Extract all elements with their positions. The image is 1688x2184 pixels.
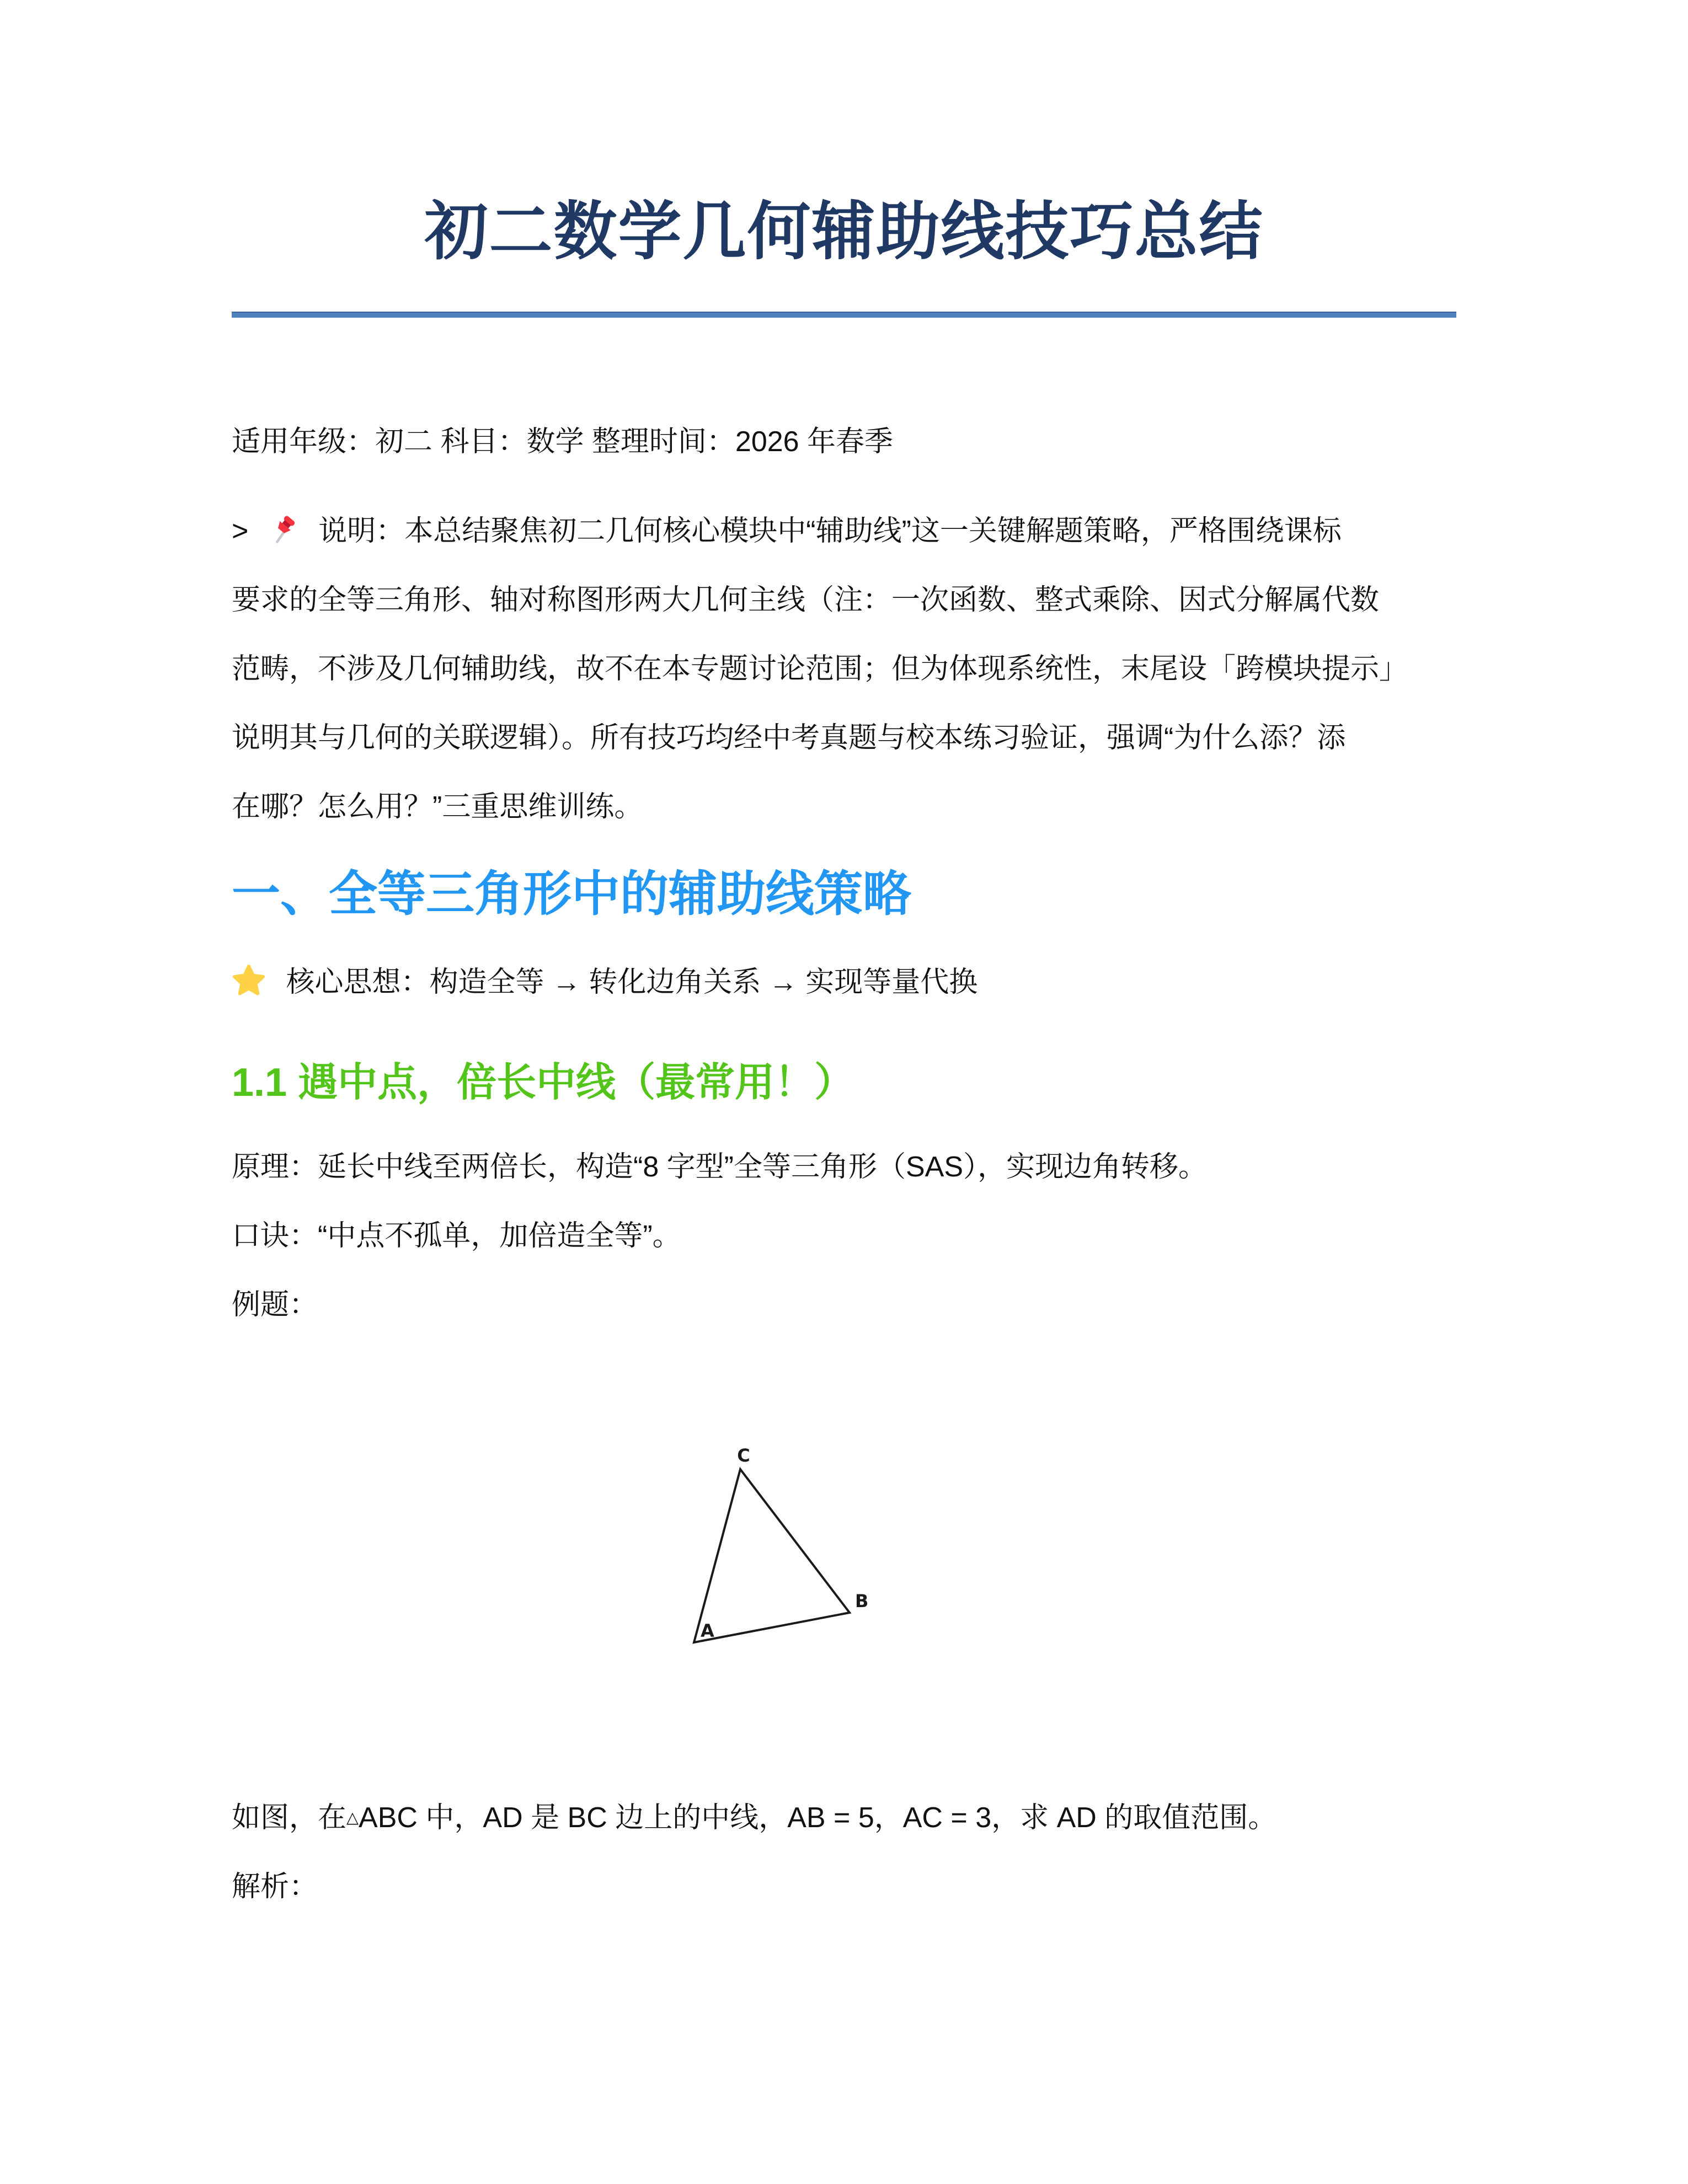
star-icon: [232, 963, 266, 998]
figure-label-a: A: [701, 1620, 714, 1641]
note-line: 要求的全等三角形、轴对称图形两大几何主线（注：一次函数、整式乘除、因式分解属代数: [232, 584, 1380, 616]
triangle-symbol: △: [346, 1809, 359, 1827]
note-line: [232, 497, 1456, 566]
note-blockquote: [232, 497, 1456, 842]
principle-paragraph: 原理：延长中线至两倍长，构造“8 字型”全等三角形（SAS），实现边角转移。: [232, 1151, 1208, 1183]
problem-text-post: ABC 中，AD 是 BC 边上的中线，AB = 5，AC = 3，求 AD 的取值范围。: [359, 1802, 1277, 1834]
note-text: 说明：本总结聚焦初二几何核心模块中“辅助线”这一关键解题策略，严格围绕课标: [318, 515, 1342, 547]
problem-text-pre: 如图，在: [232, 1802, 347, 1834]
figure-label-b: B: [855, 1591, 869, 1612]
mnemonic-paragraph: 口诀：“中点不孤单，加倍造全等”。: [232, 1220, 681, 1252]
figure-label-c: C: [737, 1445, 750, 1466]
core-idea-line: [232, 963, 1456, 1002]
problem-statement: [232, 1801, 1456, 1834]
core-idea-text: 核心思想：构造全等 → 转化边角关系 → 实现等量代换: [286, 966, 978, 998]
note-line: 范畴，不涉及几何辅助线，故不在本专题讨论范围；但为体现系统性，末尾设「跨模块提示」: [232, 653, 1408, 685]
blockquote-marker: >: [232, 515, 249, 547]
note-line: 在哪？怎么用？”三重思维训练。: [232, 791, 643, 823]
meta-line: 适用年级：初二 科目：数学 整理时间：2026 年春季: [232, 426, 894, 458]
triangle-figure: [679, 1437, 888, 1669]
subsection-1-1-heading: 1.1 遇中点，倍长中线（最常用！）: [232, 1061, 854, 1105]
example-label: 例题：: [232, 1289, 318, 1321]
analysis-label: 解析：: [232, 1871, 318, 1903]
note-line: 说明其与几何的关联逻辑）。所有技巧均经中考真题与校本练习验证，强调“为什么添？添: [232, 722, 1346, 754]
section-1-heading: 一、全等三角形中的辅助线策略: [232, 866, 912, 921]
pushpin-icon: [269, 513, 301, 545]
page-title: 初二数学几何辅助线技巧总结: [424, 196, 1264, 267]
title-divider: [232, 312, 1456, 318]
